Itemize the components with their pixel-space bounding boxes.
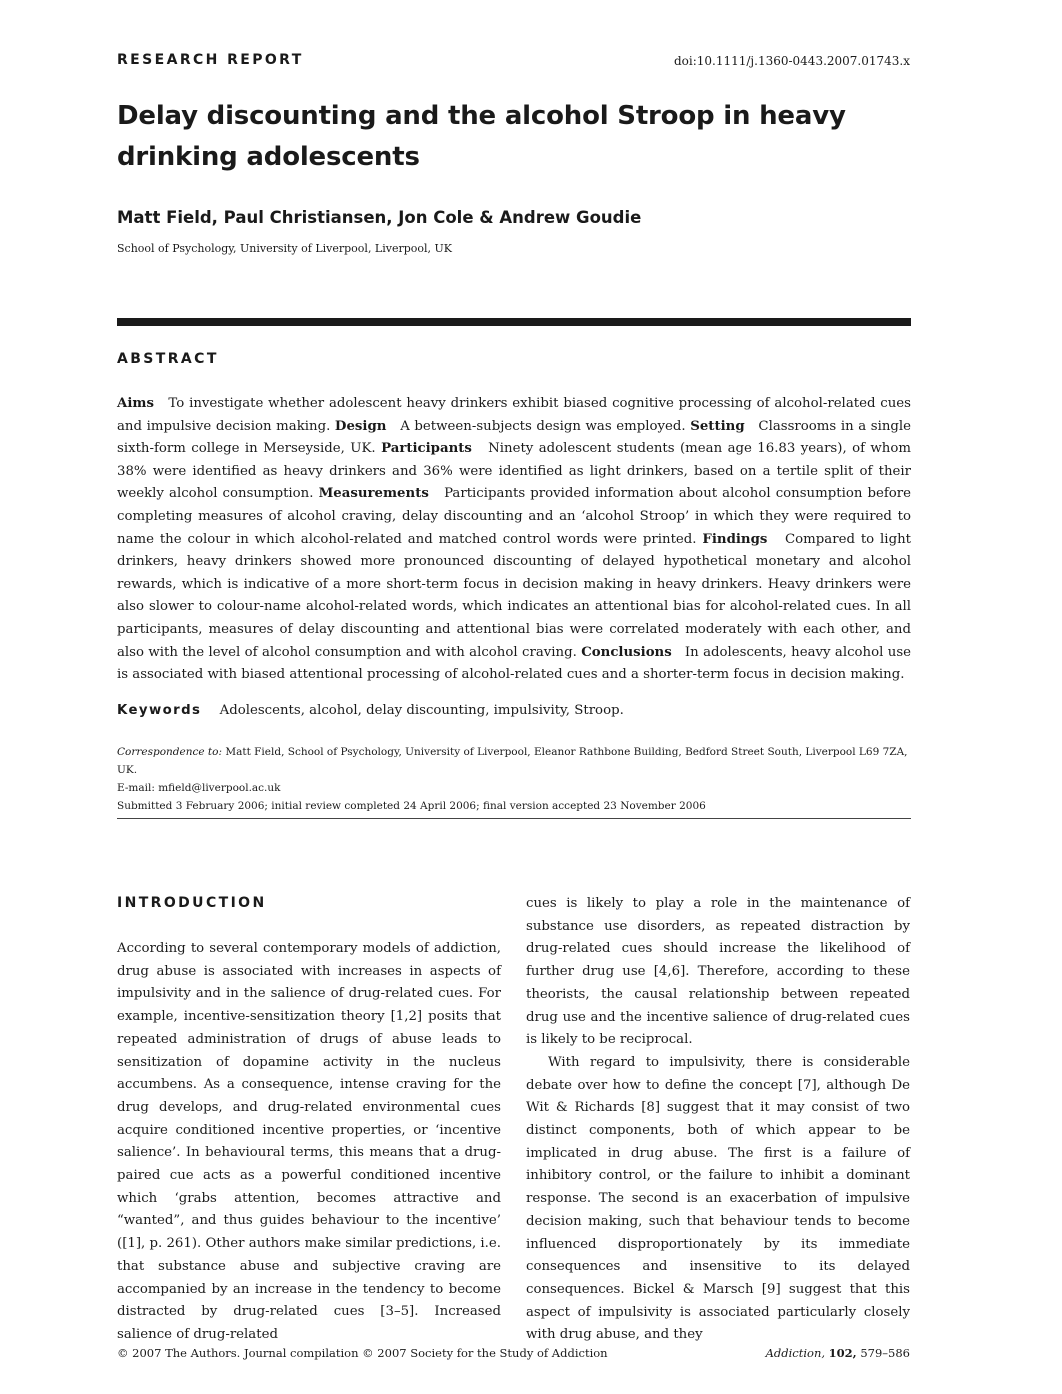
affiliation: School of Psychology, University of Liverpool, Liverpool, UK xyxy=(117,242,453,255)
keywords xyxy=(117,703,911,718)
authors: Matt Field, Paul Christiansen, Jon Cole & Andrew Goudie xyxy=(117,208,642,227)
intro-paragraph-1: According to several contemporary models of addiction, drug abuse is associated with increases in aspects of impulsivity and in the salience of drug-related cues. For example, incentive-sensitization theory [1,2] posits that repeated administration of drugs of abuse leads to sensitization of dopamine activity in the nucleus accumbens. As a consequence, intense craving for the drug develops, and drug-related environmental cues acquire conditioned incentive properties, or ‘incentive salience’. In behavioural terms, this means that a drug-paired cue acts as a powerful conditioned incentive which ‘grabs attention, becomes attractive and “wanted”, and thus guides behaviour to the incentive’ ([1], p. 261). Other authors make similar predictions, i.e. that substance abuse and subjective craving are accompanied by an increase in the tendency to become distracted by drug-related cues [3–5]. Increased salience of drug-related xyxy=(117,941,501,1342)
submission-dates: Submitted 3 February 2006; initial review completed 24 April 2006; final version accepted 23 November 2006 xyxy=(117,800,706,812)
design-text: A between-subjects design was employed. xyxy=(400,418,686,434)
findings-label: Findings xyxy=(702,531,768,547)
footer-pages: 579–586 xyxy=(860,1346,910,1360)
findings-text: Compared to light drinkers, heavy drinkers showed more pronounced discounting of delayed hypothetical monetary and alcohol rewards, which is indicative of a more short-term focus in decision making in heavy drinkers. Heavy drinkers were also slower to colour-name alcohol-related words, which indicates an attentional bias for alcohol-related cues. In all participants, measures of delay discounting and attentional bias were correlated moderately with each other, and also with the level of alcohol consumption and with alcohol craving. xyxy=(117,531,911,660)
correspondence-address: Matt Field, School of Psychology, University of Liverpool, Eleanor Rathbone Building, Bedford Street South, Liverpool L69 7ZA, UK. xyxy=(117,746,908,776)
footer-journal: Addiction, xyxy=(765,1346,826,1360)
left-column xyxy=(117,938,501,1347)
abstract-divider xyxy=(117,818,911,819)
correspondence xyxy=(117,743,911,815)
keywords-label: Keywords xyxy=(117,703,202,718)
conclusions-label: Conclusions xyxy=(581,644,672,660)
participants-text: Ninety adolescent students (mean age 16.83 years), of whom 38% were identified as heavy drinkers and 36% were identified as light drinkers, based on a tertile split of their weekly alcohol consumption. xyxy=(117,441,911,502)
conclusions-text: In adolescents, heavy alcohol use is associated with biased attentional processing of alcohol-related cues and a shorter-term focus in decision making. xyxy=(117,644,912,683)
abstract-body xyxy=(117,393,911,687)
setting-label: Setting xyxy=(690,418,745,434)
article-title: Delay discounting and the alcohol Stroop in heavy drinking adolescents xyxy=(117,101,846,172)
aims-text: To investigate whether adolescent heavy drinkers exhibit biased cognitive processing of alcohol-related cues and impulsive decision making. xyxy=(117,396,911,434)
abstract-heading: ABSTRACT xyxy=(117,351,219,367)
correspondence-label: Correspondence to: xyxy=(117,746,223,758)
doi[interactable]: doi:10.1111/j.1360-0443.2007.01743.x xyxy=(673,54,910,68)
keywords-text: Adolescents, alcohol, delay discounting, impulsivity, Stroop. xyxy=(219,703,624,718)
section-label: RESEARCH REPORT xyxy=(117,52,304,68)
participants-label: Participants xyxy=(381,441,472,457)
measurements-text: Participants provided information about alcohol consumption before completing measures of alcohol craving, delay discounting and an ‘alcohol Stroop’ in which they were required to name the colour in which alcohol-related and matched control words were printed. xyxy=(117,486,912,547)
footer-volume: 102, xyxy=(828,1346,857,1360)
right-column xyxy=(526,893,910,1347)
intro-paragraph-2: With regard to impulsivity, there is considerable debate over how to define the concept [7], although De Wit & Richards [8] suggest that it may consist of two distinct components, both of which appear to be implicated in drug abuse. The first is a failure of inhibitory control, or the failure to inhibit a dominant response. The second is an exacerbation of impulsive decision making, such that behaviour tends to become influenced disproportionately by its immediate consequences and insensitive to its delayed consequences. Bickel & Marsch [9] suggest that this aspect of impulsivity is associated particularly closely with drug abuse, and they xyxy=(526,1054,910,1343)
introduction-heading: INTRODUCTION xyxy=(117,895,267,911)
footer-copyright: © 2007 The Authors. Journal compilation © 2007 Society for the Study of Addiction xyxy=(117,1346,608,1360)
correspondence-email[interactable]: E-mail: mfield@liverpool.ac.uk xyxy=(117,782,281,794)
intro-paragraph-1-continued: cues is likely to play a role in the maintenance of substance use disorders, as repeated distraction by drug-related cues should increase the likelihood of further drug use [4,6]. Therefore, according to these theorists, the causal relationship between repeated drug use and the incentive salience of drug-related cues is likely to be reciprocal. xyxy=(526,896,910,1048)
footer-citation xyxy=(766,1346,910,1360)
aims-label: Aims xyxy=(117,396,154,411)
design-label: Design xyxy=(334,418,387,434)
measurements-label: Measurements xyxy=(318,486,429,502)
header-divider xyxy=(117,318,911,326)
setting-text: Classrooms in a single sixth-form college in Merseyside, UK. xyxy=(117,418,912,457)
